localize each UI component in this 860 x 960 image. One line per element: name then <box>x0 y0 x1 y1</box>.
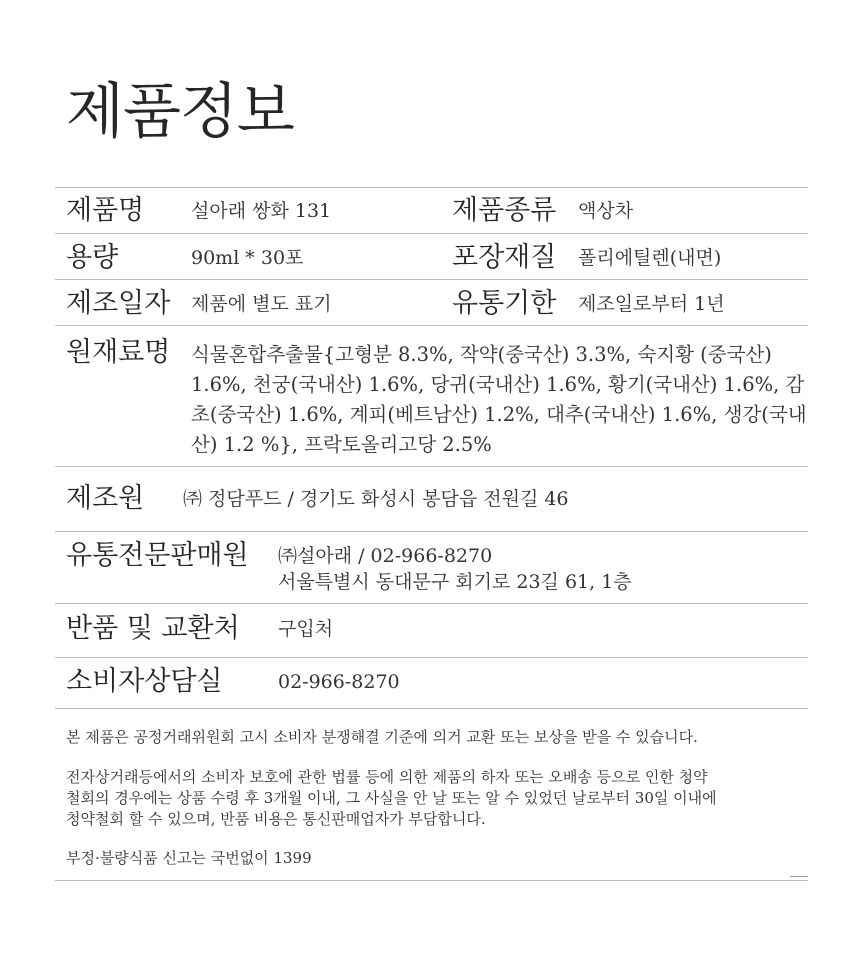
divider <box>55 603 808 604</box>
notice-dispute: 본 제품은 공정거래위원회 고시 소비자 분쟁해결 기준에 의거 교환 또는 보상을 받을 수 있습니다. <box>66 728 698 746</box>
product-type-value: 액상차 <box>578 200 634 222</box>
divider <box>55 531 808 532</box>
divider <box>55 657 808 658</box>
divider <box>55 325 808 326</box>
packaging-label: 포장재질 <box>452 242 557 273</box>
divider <box>790 876 808 877</box>
volume-value: 90ml * 30포 <box>191 247 304 269</box>
distributor-label: 유통전문판매원 <box>66 540 249 571</box>
divider <box>55 187 808 188</box>
distributor-value-line2: 서울특별시 동대문구 회기로 23길 61, 1층 <box>278 571 632 593</box>
consumer-center-value: 02-966-8270 <box>278 671 400 693</box>
packaging-value: 폴리에틸렌(내면) <box>578 247 722 269</box>
volume-label: 용량 <box>66 242 119 273</box>
mfg-date-value: 제품에 별도 표기 <box>191 293 332 315</box>
page-title: 제품정보 <box>66 77 294 147</box>
notice-withdrawal-line1: 전자상거래등에서의 소비자 보호에 관한 법률 등에 의한 제품의 하자 또는 오배송 등으로 인한 청약 <box>66 768 708 786</box>
consumer-center-label: 소비자상담실 <box>66 666 223 697</box>
divider <box>55 708 808 709</box>
product-name-value: 설아래 쌍화 131 <box>191 200 332 222</box>
returns-value: 구입처 <box>278 618 334 640</box>
manufacturer-label: 제조원 <box>66 483 145 514</box>
notice-withdrawal-line3: 청약철회 할 수 있으며, 반품 비용은 통신판매업자가 부담합니다. <box>66 810 486 828</box>
divider <box>55 466 808 467</box>
divider <box>55 880 808 881</box>
product-type-label: 제품종류 <box>452 195 557 226</box>
manufacturer-value: ㈜ 정담푸드 / 경기도 화성시 봉담읍 전원길 46 <box>183 488 569 510</box>
ingredients-value: 식물혼합추출물{고형분 8.3%, 작약(중국산) 3.3%, 숙지황 (중국산) 1.6%, 천궁(국내산) 1.6%, 당귀(국내산) 1.6%, 황기(국내산) 1.6%, 감초(중국산) 1.6%, 계피(베트남산) 1.2%, 대추(국내산) 1.6%, 생강(국내산) 1.2 %}, 프락토올리고당 2.5% <box>191 343 807 456</box>
divider <box>55 279 808 280</box>
mfg-date-label: 제조일자 <box>66 288 171 319</box>
notice-withdrawal-line2: 철회의 경우에는 상품 수령 후 3개월 이내, 그 사실을 안 날 또는 알 수 있었던 날로부터 30일 이내에 <box>66 789 717 807</box>
product-name-label: 제품명 <box>66 195 145 226</box>
ingredients-label: 원재료명 <box>66 337 171 368</box>
distributor-value-line1: ㈜설아래 / 02-966-8270 <box>278 545 493 567</box>
expiry-value: 제조일로부터 1년 <box>578 293 725 315</box>
expiry-label: 유통기한 <box>452 288 557 319</box>
notice-report: 부정·불량식품 신고는 국번없이 1399 <box>66 849 312 867</box>
divider <box>55 233 808 234</box>
returns-label: 반품 및 교환처 <box>66 613 240 644</box>
